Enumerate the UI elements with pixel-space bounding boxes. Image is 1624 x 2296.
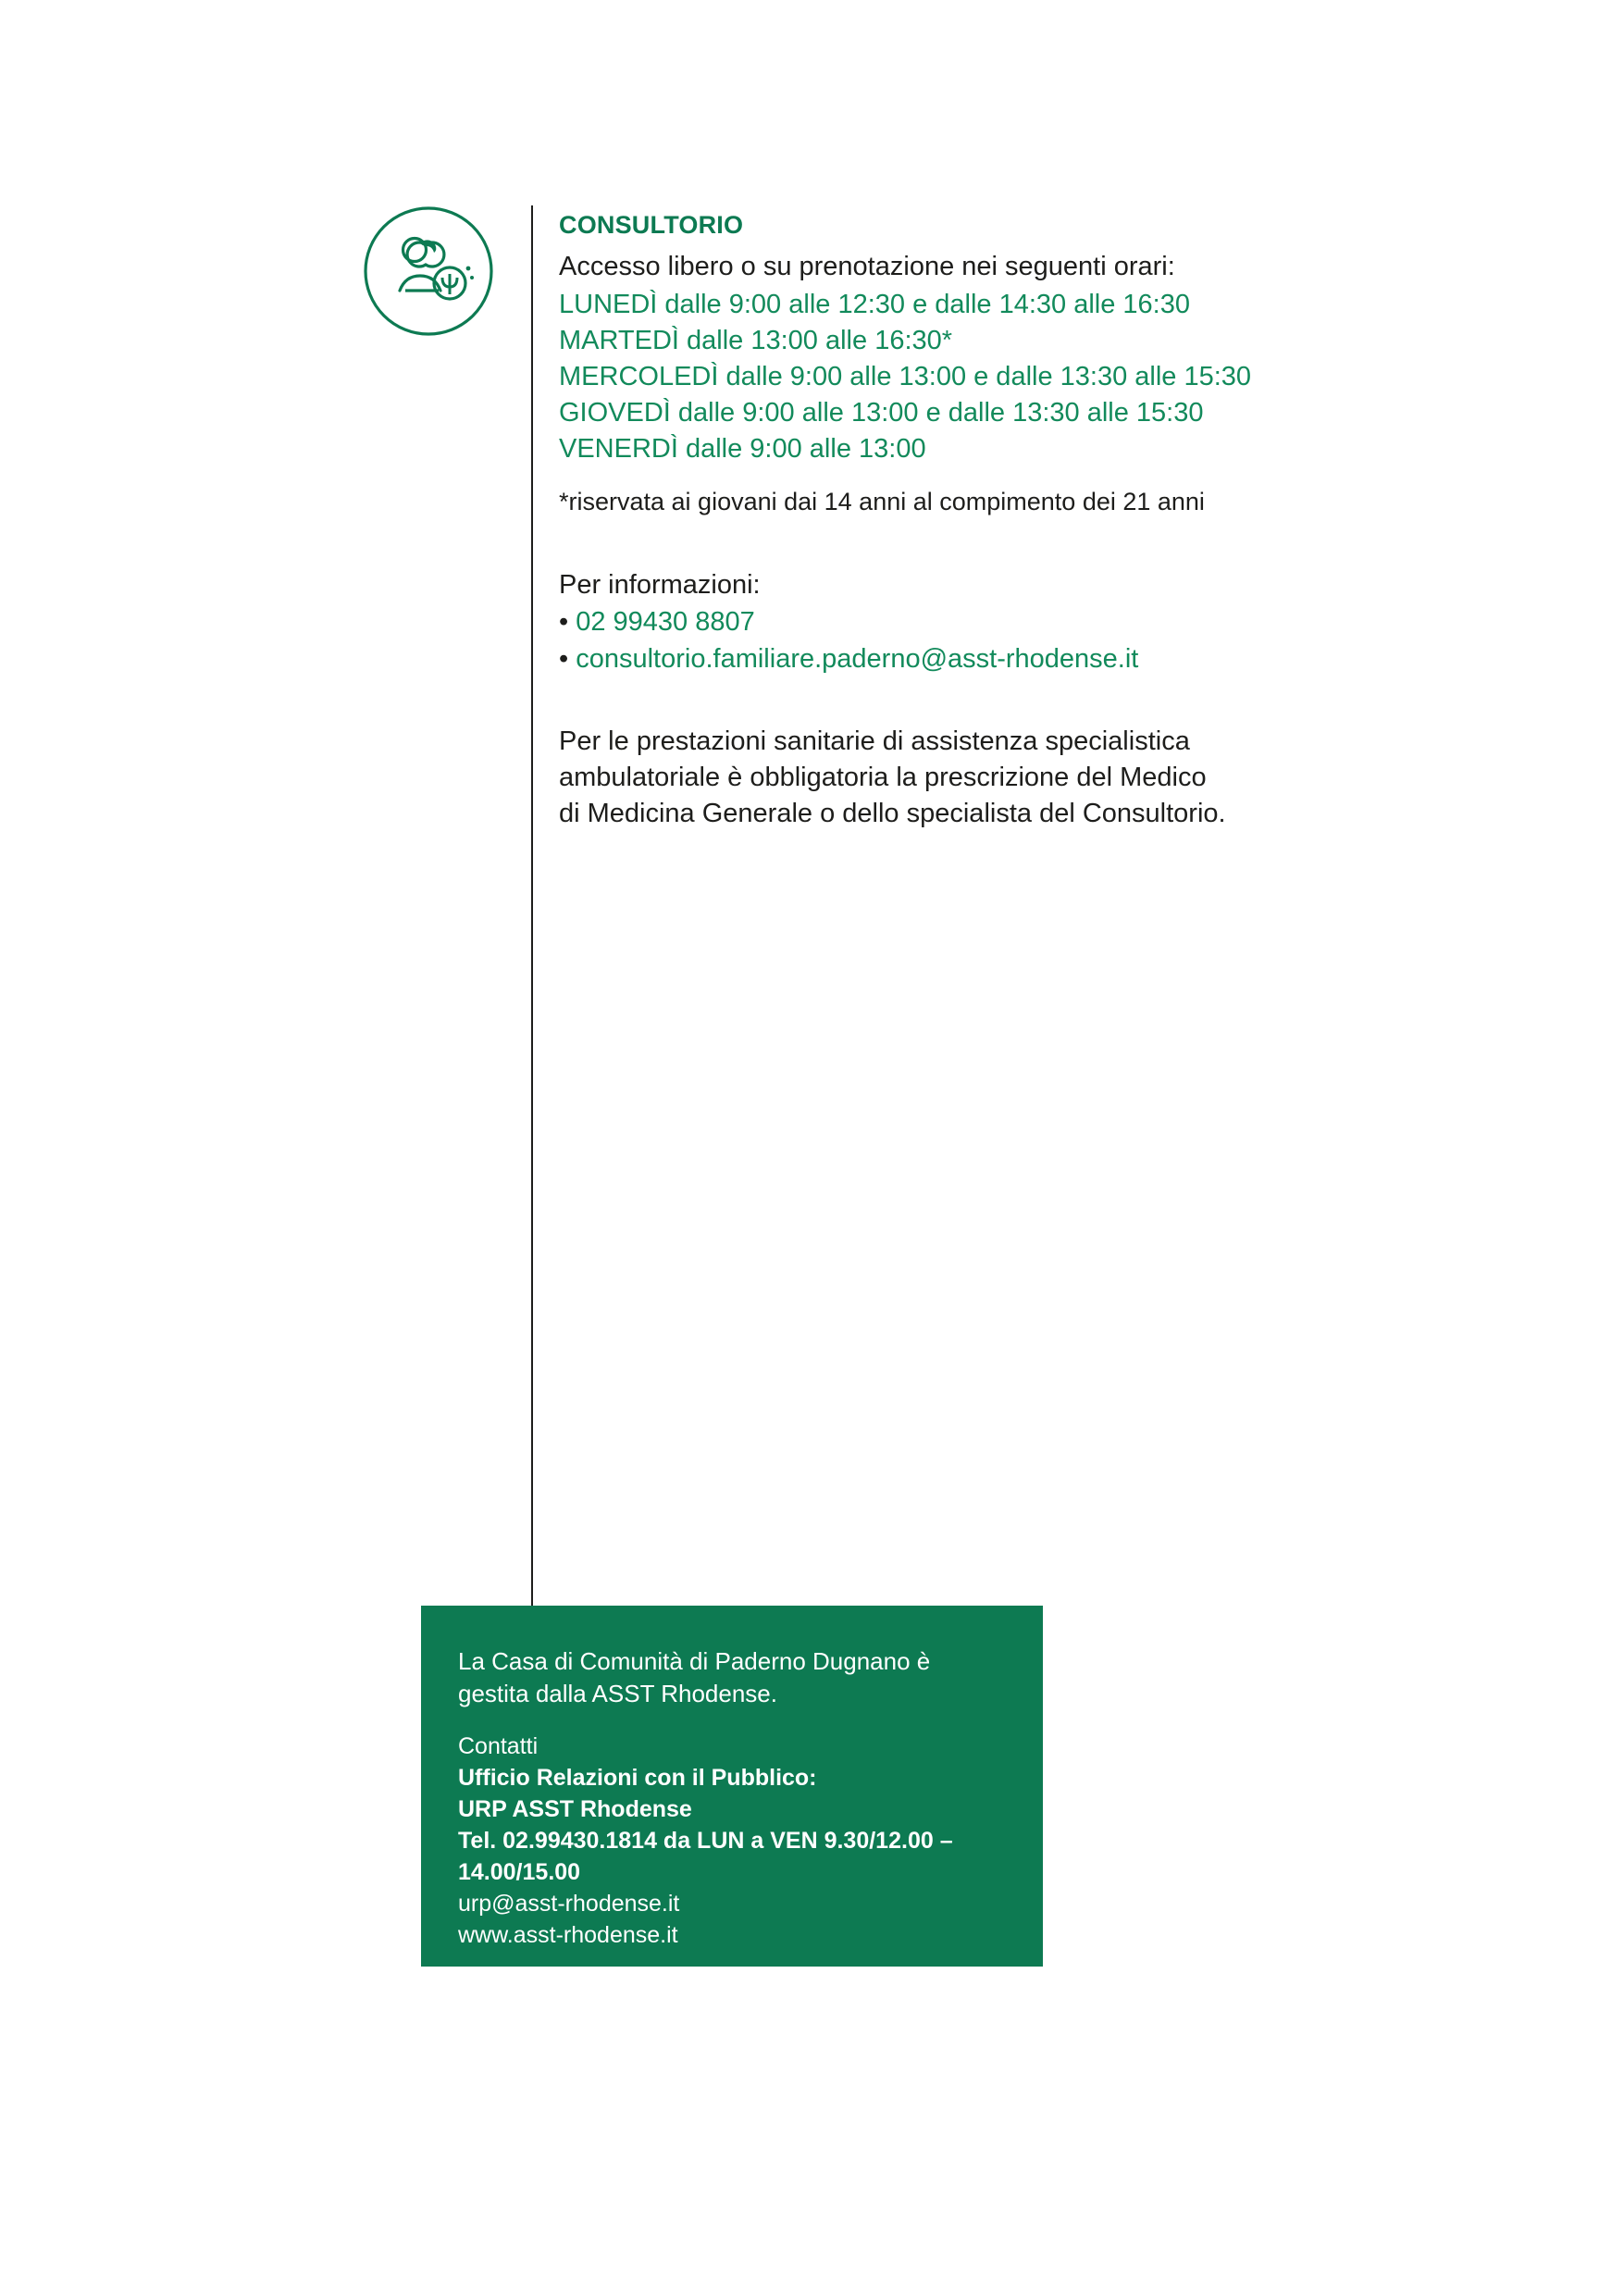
phone-number[interactable]: 02 99430 8807 <box>576 607 755 637</box>
list-item <box>559 640 1281 677</box>
consultorio-info-block <box>559 211 1281 832</box>
footer-urp-name: URP ASST Rhodense <box>458 1796 692 1822</box>
list-item: GIOVEDÌ dalle 9:00 alle 13:00 e dalle 13:30 alle 15:30 <box>559 398 1204 428</box>
section-title: CONSULTORIO <box>559 211 744 239</box>
bullet-icon: • <box>559 644 569 674</box>
consultorio-psychology-icon <box>359 202 498 341</box>
info-heading: Per informazioni: <box>559 570 761 600</box>
contact-list <box>559 603 1281 677</box>
list-item: LUNEDÌ dalle 9:00 alle 12:30 e dalle 14:30 alle 16:30 <box>559 290 1190 319</box>
footer-urp-label: Ufficio Relazioni con il Pubblico: <box>458 1765 817 1791</box>
opening-hours-list <box>559 287 1281 467</box>
list-item: VENERDÌ dalle 9:00 alle 13:00 <box>559 434 926 464</box>
bullet-icon: • <box>559 607 569 637</box>
footer-contact-box <box>421 1606 1043 1967</box>
list-item: MERCOLEDÌ dalle 9:00 alle 13:00 e dalle 13:30 alle 15:30 <box>559 362 1252 391</box>
footer-email[interactable]: urp@asst-rhodense.it <box>458 1891 680 1917</box>
access-lead-text: Accesso libero o su prenotazione nei seguenti orari: <box>559 252 1175 281</box>
email-address[interactable]: consultorio.familiare.paderno@asst-rhodense.it <box>576 644 1139 674</box>
vertical-divider <box>531 205 533 1606</box>
prescription-paragraph: Per le prestazioni sanitarie di assistenza specialistica ambulatoriale è obbligatoria la prescrizione del Medico di Medicina Generale o dello specialista del Consultorio. <box>559 726 1226 828</box>
footer-phone: Tel. 02.99430.1814 da LUN a VEN 9.30/12.00 – 14.00/15.00 <box>458 1828 953 1885</box>
footer-website[interactable]: www.asst-rhodense.it <box>458 1922 678 1948</box>
list-item <box>559 603 1281 640</box>
footer-lead-text: La Casa di Comunità di Paderno Dugnano è gestita dalla ASST Rhodense. <box>458 1647 931 1707</box>
age-restriction-note: *riservata ai giovani dai 14 anni al compimento dei 21 anni <box>559 488 1205 515</box>
list-item: MARTEDÌ dalle 13:00 alle 16:30* <box>559 326 953 355</box>
footer-contatti-label: Contatti <box>458 1733 539 1759</box>
